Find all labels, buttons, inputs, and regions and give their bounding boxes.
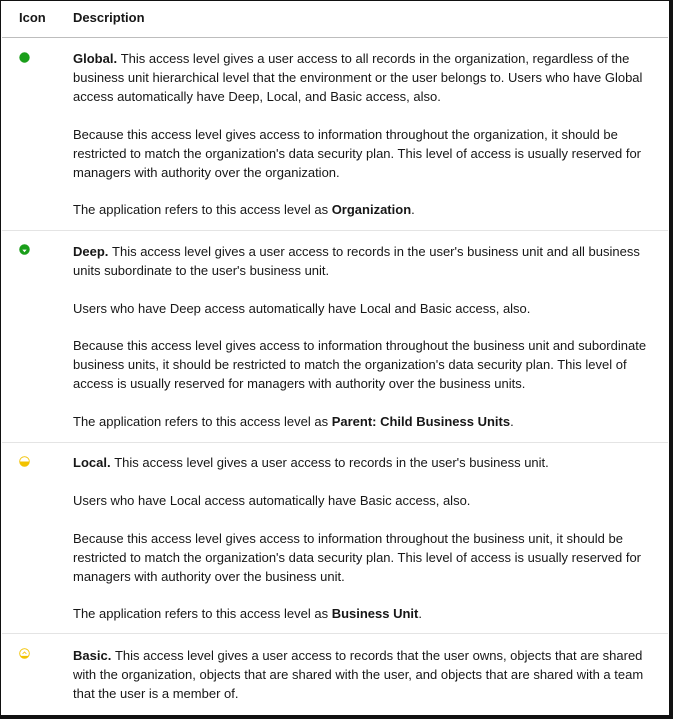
- deep-restriction-text: Because this access level gives access to information throughout the business unit and subordinate business units, it should be restricted to match the organization's data security plan. This level of access is usually reserved for managers with authority over the business units.: [73, 338, 647, 391]
- local-restriction-text: Because this access level gives access to information throughout the business unit, it should be restricted to match the organization's data security plan. This level of access is usually reserved for managers with authority over the business unit.: [73, 531, 642, 584]
- deep-app-name: Parent: Child Business Units: [331, 414, 511, 429]
- local-description: Local. This access level gives a user access to records in the user's business unit.: [73, 455, 549, 470]
- row-divider: [2, 633, 668, 634]
- global-app-name-text: The application refers to this access level as Organization.: [73, 202, 415, 217]
- deep-title: Deep: [73, 244, 105, 259]
- column-header-icon: Icon: [19, 10, 46, 25]
- local-title: Local: [73, 455, 107, 470]
- local-inheritance-text: Users who have Local access automatically have Basic access, also.: [73, 493, 471, 508]
- local-app-name: Business Unit: [331, 606, 419, 621]
- deep-three-quarter-green-circle-icon: [19, 244, 30, 255]
- column-header-description: Description: [73, 10, 145, 25]
- deep-inheritance-text: Users who have Deep access automatically have Local and Basic access, also.: [73, 301, 531, 316]
- basic-description: Basic. This access level gives a user access to records that the user owns, objects that are shared with the organization, objects that are shared with the user, and objects that are shared with a team that the user is a member of.: [73, 648, 644, 701]
- row-divider: [2, 230, 668, 231]
- global-app-name: Organization: [331, 202, 412, 217]
- deep-description: Deep. This access level gives a user access to records in the user's business unit and all business units subordinate to the user's business unit.: [73, 244, 640, 278]
- basic-title: Basic: [73, 648, 108, 663]
- local-app-name-text: The application refers to this access level as Business Unit.: [73, 606, 422, 621]
- local-half-yellow-circle-icon: [19, 456, 30, 467]
- global-restriction-text: Because this access level gives access to information throughout the organization, it should be restricted to match the organization's data security plan. This level of access is usually reserved for managers with authority over the organization.: [73, 127, 642, 180]
- global-description: Global. This access level gives a user access to all records in the organization, regardless of the business unit hierarchical level that the environment or the user belongs to. Users who have Global access automatically have Deep, Local, and Basic access, also.: [73, 51, 643, 104]
- header-divider: [2, 37, 668, 38]
- global-title: Global: [73, 51, 114, 66]
- global-full-green-circle-icon: [19, 52, 30, 63]
- deep-app-name-text: The application refers to this access level as Parent: Child Business Units.: [73, 414, 514, 429]
- basic-quarter-yellow-circle-icon: [19, 648, 30, 659]
- row-divider: [2, 442, 668, 443]
